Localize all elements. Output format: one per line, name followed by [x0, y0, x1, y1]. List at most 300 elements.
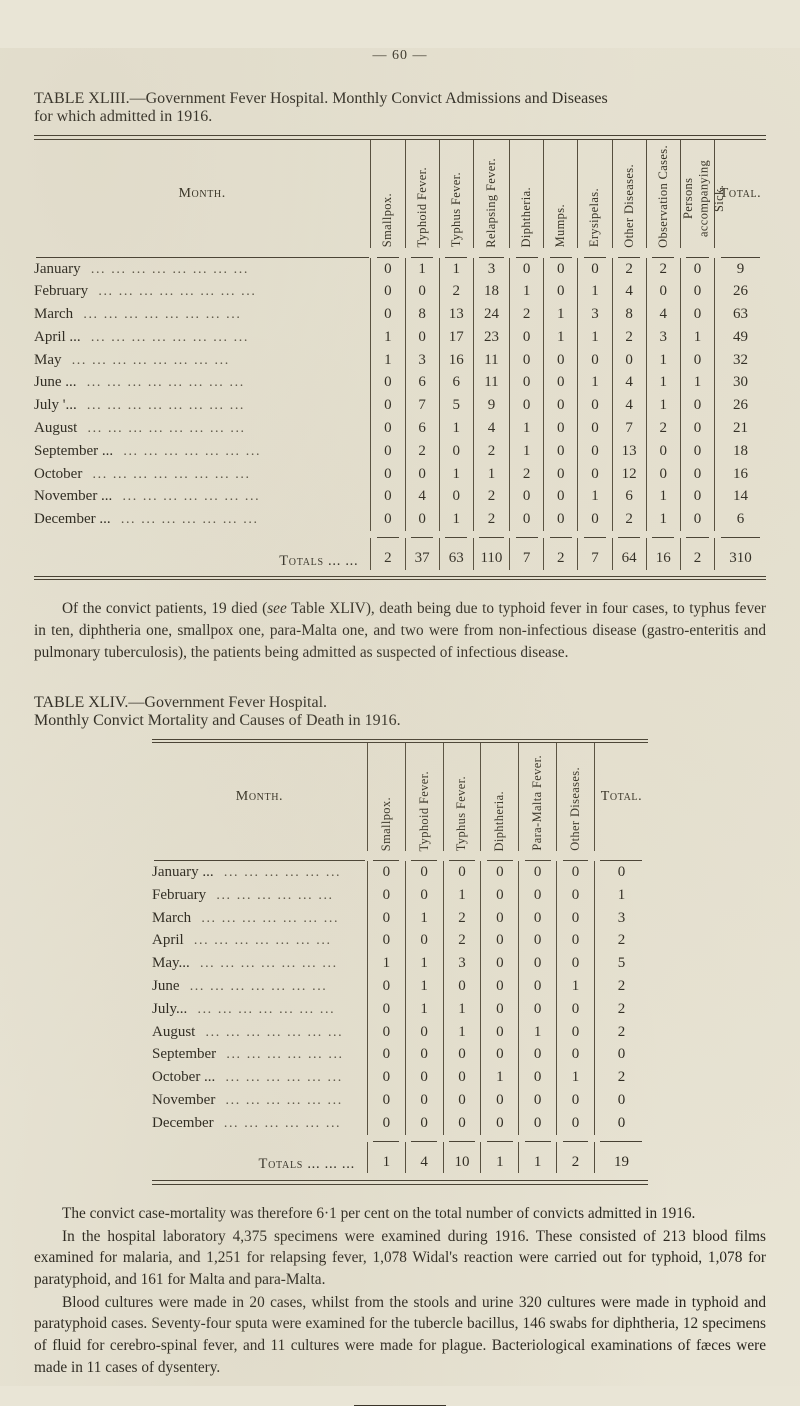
table-row — [34, 508, 766, 531]
cell-value: 2 — [443, 929, 481, 952]
dot-leaders: ... ... ... ... ... ... ... — [195, 1024, 344, 1040]
dot-leaders: ... ... ... ... ... ... ... — [191, 910, 340, 926]
paragraph-case-mortality: The convict case-mortality was therefore 6·1 per cent on the total number of convicts admitted in 1916. — [62, 1204, 696, 1222]
cell-value: 1 — [519, 1021, 557, 1044]
cell-column-total: 2 — [680, 538, 714, 570]
cell-value: 4 — [612, 280, 646, 303]
column-header-other-diseases: Other Diseases. — [612, 140, 646, 248]
dot-leaders: ... ... ... ... ... ... ... ... — [80, 329, 249, 345]
table-row — [34, 440, 766, 463]
rule-segment — [371, 531, 405, 538]
cell-value: 0 — [405, 884, 443, 907]
cell-value: 6 — [405, 417, 439, 440]
cell-value: 0 — [519, 952, 557, 975]
column-header-total: Total. — [594, 743, 648, 851]
cell-value: 4 — [646, 303, 680, 326]
cell-value: 1 — [443, 1021, 481, 1044]
cell-value: 0 — [443, 1043, 481, 1066]
rule-segment — [578, 531, 612, 538]
cell-value: 3 — [646, 326, 680, 349]
cell-value: 0 — [680, 508, 714, 531]
cell-value: 0 — [519, 907, 557, 930]
dot-leaders: ... ... ... ... ... ... ... ... — [76, 398, 246, 414]
table-row — [34, 303, 766, 326]
cell-row-total: 21 — [715, 417, 766, 440]
rule-segment — [367, 851, 405, 861]
table-row — [152, 1089, 648, 1112]
cell-value: 1 — [544, 326, 578, 349]
cell-value: 0 — [544, 485, 578, 508]
month-name: September — [152, 1046, 217, 1063]
row-label-month — [34, 485, 371, 508]
row-label-month — [34, 258, 371, 281]
column-header-typhoid-fever: Typhoid Fever. — [405, 743, 443, 851]
rule-segment — [443, 851, 481, 861]
cell-value: 0 — [371, 463, 405, 486]
cell-value: 0 — [481, 975, 519, 998]
cell-value: 0 — [510, 349, 544, 372]
cell-value: 0 — [544, 349, 578, 372]
cell-value: 0 — [519, 1089, 557, 1112]
table-row — [34, 394, 766, 417]
row-label-month — [152, 998, 367, 1021]
cell-value: 0 — [646, 463, 680, 486]
cell-value: 1 — [510, 417, 544, 440]
paragraph-convict-deaths: Of the convict patients, 19 died (see Table XLIV), death being due to typhoid fever in four cases, to typhus fever in ten, diphtheria one, smallpox one, para-Malta one, and two were from non-infectious disease (gastro-enteritis and pulmonary tuberculosis), the patients being admitted as suspected of infectious disease. — [34, 600, 767, 661]
cell-value: 0 — [443, 975, 481, 998]
cell-value: 0 — [510, 485, 544, 508]
cell-value: 0 — [439, 440, 473, 463]
cell-value: 3 — [578, 303, 612, 326]
cell-value: 0 — [680, 417, 714, 440]
table-row — [152, 861, 648, 884]
cell-value: 11 — [473, 349, 509, 372]
column-header-mumps: Mumps. — [544, 140, 578, 248]
cell-value: 0 — [519, 1043, 557, 1066]
cell-value: 0 — [544, 280, 578, 303]
table-row — [152, 1066, 648, 1089]
column-header-para-malta-fever: Para-Malta Fever. — [519, 743, 557, 851]
rule-segment — [405, 248, 439, 258]
cell-value: 0 — [367, 907, 405, 930]
rule-segment — [594, 851, 648, 861]
cell-value: 0 — [367, 1021, 405, 1044]
cell-value: 0 — [519, 1066, 557, 1089]
table-row — [34, 349, 766, 372]
cell-column-total: 7 — [578, 538, 612, 570]
cell-value: 0 — [680, 485, 714, 508]
column-header-smallpox: Smallpox. — [371, 140, 405, 248]
dot-leaders: ... ... ... ... ... ... — [216, 1047, 344, 1063]
cell-value: 2 — [405, 440, 439, 463]
cell-value: 0 — [371, 280, 405, 303]
month-name: February — [34, 283, 89, 300]
dot-leaders: ... ... ... ... ... ... ... ... — [61, 352, 230, 368]
cell-value: 2 — [510, 463, 544, 486]
cell-value: 0 — [367, 998, 405, 1021]
cell-value: 1 — [578, 371, 612, 394]
rule-segment — [152, 851, 367, 861]
cell-value: 24 — [473, 303, 509, 326]
dot-leaders: ... ... ... ... ... ... ... — [112, 489, 261, 505]
cell-value: 0 — [544, 258, 578, 281]
cell-value: 0 — [578, 463, 612, 486]
cell-value: 0 — [557, 907, 595, 930]
cell-value: 0 — [371, 258, 405, 281]
rule-segment — [34, 248, 371, 258]
table-row — [152, 1021, 648, 1044]
cell-value: 0 — [405, 326, 439, 349]
cell-row-total: 6 — [715, 508, 766, 531]
rule-segment — [646, 531, 680, 538]
cell-value: 1 — [544, 303, 578, 326]
row-label-month — [34, 508, 371, 531]
month-name: June — [152, 978, 180, 994]
column-header-typhoid-fever: Typhoid Fever. — [405, 140, 439, 248]
dot-leaders: ... ... ... ... ... ... ... ... — [82, 466, 251, 482]
cell-value: 4 — [612, 371, 646, 394]
table-row — [152, 1043, 648, 1066]
cell-value: 0 — [557, 952, 595, 975]
month-name: May... — [152, 955, 190, 972]
cell-value: 7 — [405, 394, 439, 417]
month-name: July... — [152, 1000, 188, 1017]
rule-segment — [152, 1135, 367, 1142]
cell-column-total: 16 — [646, 538, 680, 570]
cell-column-total: 1 — [481, 1142, 519, 1174]
cell-row-total: 1 — [594, 884, 648, 907]
table-xliii — [34, 140, 766, 570]
column-header-month: Month. — [178, 185, 226, 201]
cell-value: 0 — [367, 1112, 405, 1135]
dot-leaders: ... ... ... ... ... ... ... ... — [77, 421, 246, 437]
cell-value: 2 — [646, 258, 680, 281]
table-xliii-body — [34, 258, 766, 532]
cell-value: 1 — [443, 884, 481, 907]
cell-value: 0 — [371, 371, 405, 394]
cell-row-total: 0 — [594, 1043, 648, 1066]
rule-segment — [34, 531, 371, 538]
cell-value: 0 — [481, 929, 519, 952]
table-xliii-footer — [34, 531, 766, 570]
table-row — [152, 1112, 648, 1135]
table-xliv-footer — [152, 1135, 648, 1174]
dot-leaders: ... ... ... ... ... ... — [213, 865, 342, 881]
cell-row-total: 18 — [715, 440, 766, 463]
cell-row-total: 9 — [715, 258, 766, 281]
cell-row-total: 2 — [594, 998, 648, 1021]
cell-value: 0 — [510, 371, 544, 394]
totals-row — [152, 1142, 648, 1174]
dot-leaders: ... ... ... ... ... ... — [215, 1070, 343, 1086]
dot-leaders: ... ... ... ... ... ... — [213, 1115, 342, 1131]
cell-value: 3 — [443, 952, 481, 975]
cell-value: 1 — [557, 975, 595, 998]
cell-column-total: 63 — [439, 538, 473, 570]
rule-segment — [715, 248, 766, 258]
dot-leaders: ... ... ... ... ... ... ... — [189, 956, 338, 972]
cell-value: 0 — [481, 907, 519, 930]
cell-value: 0 — [367, 975, 405, 998]
cell-value: 13 — [439, 303, 473, 326]
table-row — [34, 417, 766, 440]
column-header-diphtheria: Diphtheria. — [510, 140, 544, 248]
rule-segment — [481, 851, 519, 861]
cell-value: 0 — [481, 1112, 519, 1135]
cell-value: 11 — [473, 371, 509, 394]
cell-value: 1 — [371, 349, 405, 372]
cell-value: 6 — [612, 485, 646, 508]
cell-value: 0 — [443, 1066, 481, 1089]
cell-value: 0 — [481, 861, 519, 884]
column-header-month: Month. — [235, 789, 284, 805]
cell-value: 0 — [557, 1089, 595, 1112]
rule-segment — [405, 1135, 443, 1142]
cell-row-total: 14 — [715, 485, 766, 508]
cell-row-total: 16 — [715, 463, 766, 486]
cell-value: 3 — [473, 258, 509, 281]
cell-value: 17 — [439, 326, 473, 349]
rule-segment — [557, 851, 595, 861]
cell-value: 0 — [371, 508, 405, 531]
cell-value: 0 — [371, 440, 405, 463]
cell-value: 1 — [439, 417, 473, 440]
month-name: January ... — [152, 864, 214, 881]
cell-row-total: 2 — [594, 975, 648, 998]
table-xliv-title-line2: Monthly Convict Mortality and Causes of Death in 1916. — [34, 711, 401, 729]
cell-value: 0 — [519, 929, 557, 952]
table-row — [152, 929, 648, 952]
month-name: February — [152, 886, 207, 903]
cell-value: 1 — [405, 952, 443, 975]
cell-value: 0 — [371, 485, 405, 508]
cell-value: 1 — [371, 326, 405, 349]
rule-segment — [473, 248, 509, 258]
cell-value: 1 — [405, 998, 443, 1021]
table-xliii-header-row — [34, 140, 766, 248]
month-name: September ... — [34, 442, 114, 459]
cell-value: 0 — [367, 1066, 405, 1089]
table-row — [152, 884, 648, 907]
cell-value: 0 — [578, 440, 612, 463]
cell-value: 18 — [473, 280, 509, 303]
cell-column-total: 2 — [557, 1142, 595, 1174]
cell-value: 0 — [578, 349, 612, 372]
totals-label: Totals ... ... — [279, 552, 359, 569]
cell-value: 1 — [578, 485, 612, 508]
rule-segment — [612, 531, 646, 538]
cell-row-total: 32 — [715, 349, 766, 372]
row-label-month — [152, 1066, 367, 1089]
page-number: — 60 — — [372, 48, 428, 63]
cell-value: 0 — [405, 1021, 443, 1044]
cell-value: 0 — [481, 884, 519, 907]
cell-value: 8 — [612, 303, 646, 326]
rule-segment — [715, 531, 766, 538]
cell-value: 13 — [612, 440, 646, 463]
month-name: July '... — [34, 397, 77, 414]
cell-value: 0 — [481, 1021, 519, 1044]
cell-value: 0 — [405, 1043, 443, 1066]
rule-segment — [646, 248, 680, 258]
cell-column-total: 2 — [371, 538, 405, 570]
cell-value: 0 — [519, 1112, 557, 1135]
cell-value: 12 — [612, 463, 646, 486]
cell-column-total: 37 — [405, 538, 439, 570]
row-label-month — [152, 907, 367, 930]
cell-value: 0 — [405, 929, 443, 952]
month-name: May — [34, 351, 62, 368]
totals-label: Totals ... ... ... — [258, 1156, 355, 1173]
cell-value: 0 — [443, 861, 481, 884]
rule-segment — [612, 248, 646, 258]
table-row — [34, 485, 766, 508]
row-label-month — [34, 280, 371, 303]
cell-value: 6 — [439, 371, 473, 394]
rule-segment — [481, 1135, 519, 1142]
rule-segment — [405, 851, 443, 861]
cell-value: 1 — [557, 1066, 595, 1089]
table-xliii-title-line1: TABLE XLIII.—Government Fever Hospital. Monthly Convict Admissions and Diseases — [34, 90, 608, 107]
cell-value: 0 — [557, 1112, 595, 1135]
table-xliv-title — [34, 694, 766, 730]
cell-grand-total: 19 — [594, 1142, 648, 1174]
cell-value: 1 — [646, 485, 680, 508]
cell-value: 0 — [519, 998, 557, 1021]
column-header-relapsing-fever: Relapsing Fever. — [473, 140, 509, 248]
rule-segment — [544, 248, 578, 258]
row-label-month — [34, 440, 371, 463]
row-label-month — [34, 326, 371, 349]
row-label-month — [152, 929, 367, 952]
table-xliv-body — [152, 861, 648, 1135]
cell-value: 2 — [443, 907, 481, 930]
cell-row-total: 0 — [594, 1089, 648, 1112]
cell-value: 1 — [481, 1066, 519, 1089]
month-name: December ... — [34, 511, 111, 528]
cell-value: 0 — [481, 1089, 519, 1112]
table-row — [34, 280, 766, 303]
month-name: April ... — [34, 328, 81, 345]
cell-value: 0 — [680, 303, 714, 326]
row-label-month — [34, 417, 371, 440]
dot-leaders: ... ... ... ... ... ... ... — [179, 979, 328, 994]
month-name: March — [34, 306, 74, 323]
cell-value: 0 — [544, 463, 578, 486]
row-label-month — [152, 884, 367, 907]
rule-segment — [557, 1135, 595, 1142]
cell-column-total: 1 — [367, 1142, 405, 1174]
cell-value: 0 — [680, 394, 714, 417]
rule-segment — [680, 248, 714, 258]
rule-segment — [510, 531, 544, 538]
month-name: December — [152, 1114, 214, 1131]
cell-value: 0 — [557, 998, 595, 1021]
cell-value: 1 — [646, 508, 680, 531]
cell-value: 0 — [371, 303, 405, 326]
dot-leaders: ... ... ... ... ... ... ... ... — [80, 261, 249, 277]
cell-column-total: 7 — [510, 538, 544, 570]
cell-value: 8 — [405, 303, 439, 326]
document-page — [0, 48, 800, 1386]
cell-value: 23 — [473, 326, 509, 349]
cell-value: 0 — [646, 280, 680, 303]
cell-value: 1 — [510, 440, 544, 463]
cell-value: 2 — [646, 417, 680, 440]
table-xliii-header-rule — [34, 248, 766, 258]
cell-value: 0 — [510, 258, 544, 281]
cell-value: 2 — [473, 508, 509, 531]
cell-value: 0 — [371, 417, 405, 440]
cell-value: 1 — [510, 280, 544, 303]
cell-value: 0 — [481, 1043, 519, 1066]
dot-leaders: ... ... ... ... ... ... ... ... — [88, 284, 257, 300]
rule-segment — [680, 531, 714, 538]
cell-value: 3 — [405, 349, 439, 372]
cell-column-total: 10 — [443, 1142, 481, 1174]
totals-row — [34, 538, 766, 570]
rule-segment — [367, 1135, 405, 1142]
cell-value: 0 — [578, 417, 612, 440]
cell-grand-total: 310 — [715, 538, 766, 570]
row-label-month — [34, 463, 371, 486]
cell-value: 0 — [510, 326, 544, 349]
cell-value: 0 — [519, 975, 557, 998]
row-label-month — [34, 349, 371, 372]
cell-value: 0 — [510, 508, 544, 531]
month-name: November ... — [34, 488, 113, 505]
cell-row-total: 2 — [594, 929, 648, 952]
month-name: November — [152, 1091, 216, 1108]
row-label-month — [34, 371, 371, 394]
column-header-typhus-fever: Typhus Fever. — [443, 743, 481, 851]
dot-leaders: ... ... ... ... ... ... ... — [183, 933, 332, 949]
cell-value: 1 — [367, 952, 405, 975]
paragraph-laboratory: In the hospital laboratory 4,375 specimens were examined during 1916. These consisted of 213 blood films examined for malaria, and 1,251 for relapsing fever, 1,078 Widal's reaction were carried out for typhoid, 1,078 for paratyphoid, and 161 for Malta and para-Malta. — [34, 1227, 766, 1289]
cell-value: 1 — [439, 258, 473, 281]
cell-value: 1 — [646, 371, 680, 394]
rule-segment — [439, 531, 473, 538]
rule-segment — [405, 531, 439, 538]
table-row — [34, 463, 766, 486]
month-name: October — [34, 465, 83, 482]
cell-value: 0 — [557, 1043, 595, 1066]
cell-value: 0 — [367, 884, 405, 907]
cell-value: 0 — [544, 440, 578, 463]
cell-value: 0 — [405, 1089, 443, 1112]
cell-value: 0 — [544, 508, 578, 531]
table-xliii-wrapper — [34, 135, 766, 580]
cell-column-total: 1 — [519, 1142, 557, 1174]
cell-value: 0 — [405, 1112, 443, 1135]
cell-row-total: 63 — [715, 303, 766, 326]
table-xliv-title-line1: TABLE XLIV.—Government Fever Hospital. — [34, 693, 328, 711]
cell-column-total: 64 — [612, 538, 646, 570]
table-xliv-wrapper — [34, 739, 766, 1185]
cell-value: 2 — [612, 258, 646, 281]
cell-row-total: 2 — [594, 1066, 648, 1089]
column-header-persons-accompanying-sick: Persons accompanying Sick. — [680, 140, 714, 248]
cell-value: 1 — [405, 258, 439, 281]
end-ornament-rule — [354, 1405, 446, 1406]
cell-value: 4 — [473, 417, 509, 440]
rule-segment — [510, 248, 544, 258]
row-label-month — [152, 1089, 367, 1112]
cell-value: 0 — [405, 463, 439, 486]
cell-value: 0 — [544, 394, 578, 417]
table-xliv-header-rule — [152, 851, 648, 861]
cell-value: 2 — [612, 508, 646, 531]
